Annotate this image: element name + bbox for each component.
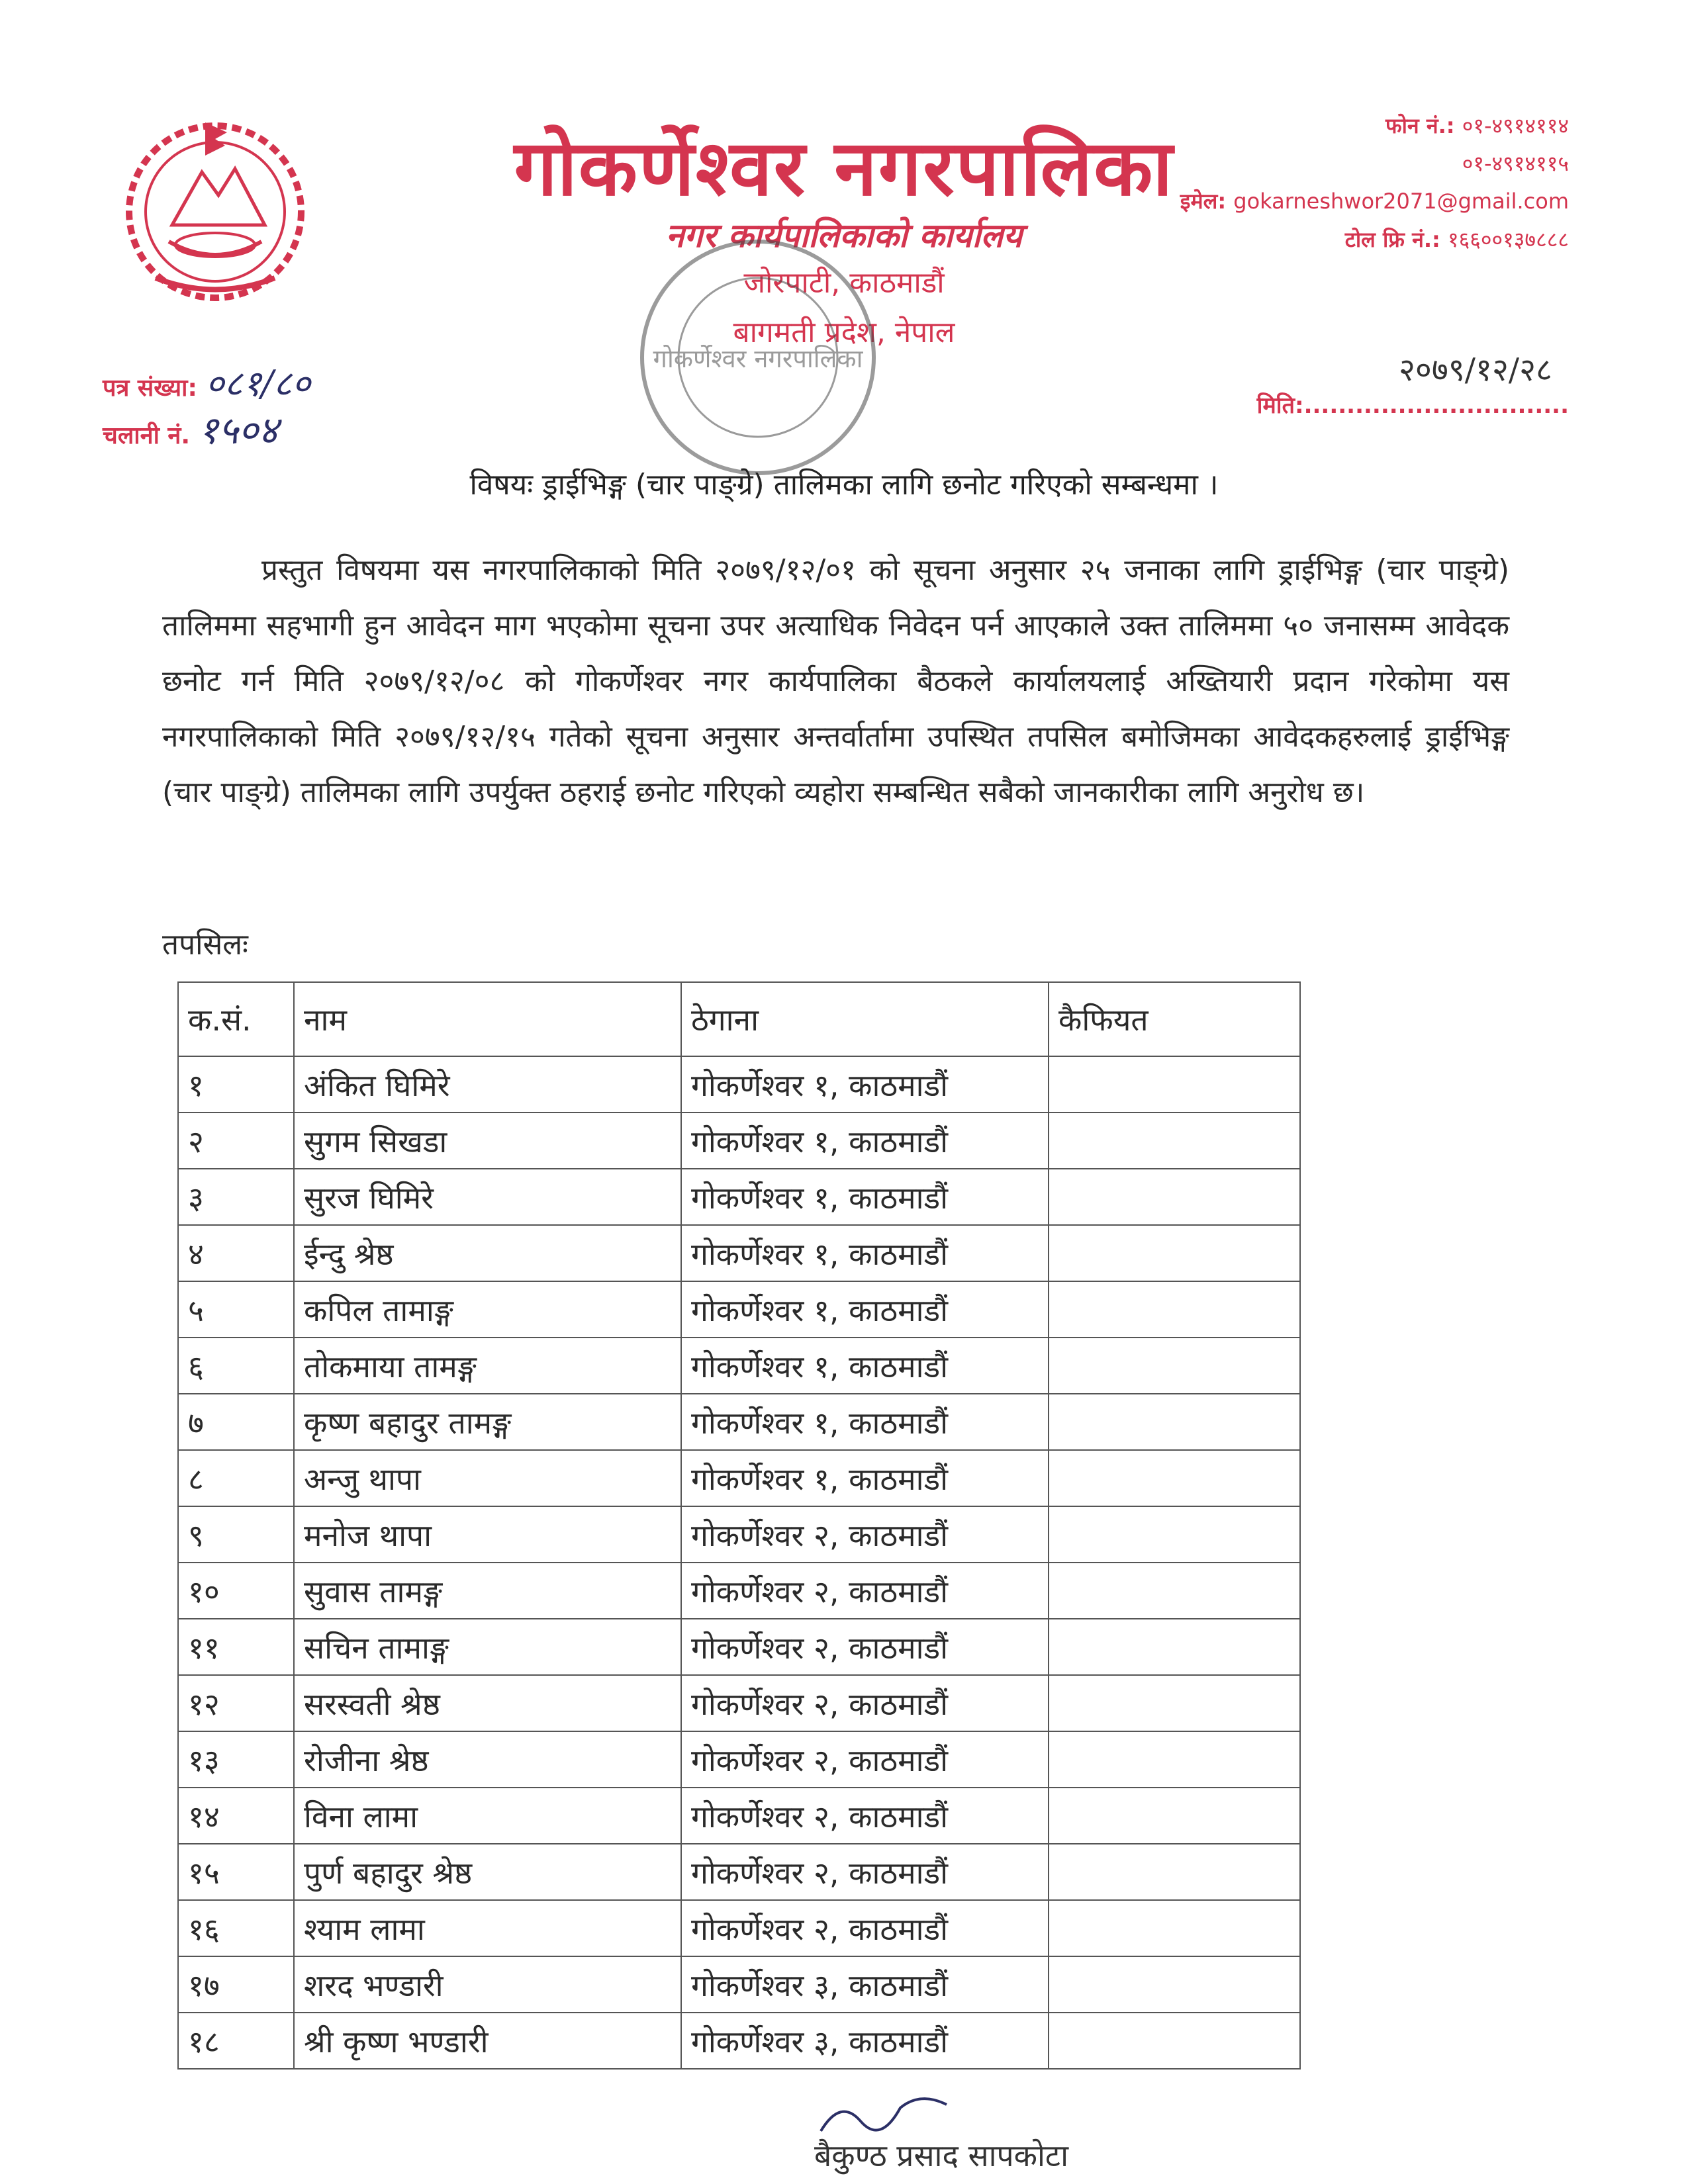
table-row (178, 1619, 1300, 1675)
cell-name: रोजीना श्रेष्ठ (294, 1731, 681, 1788)
stamp-text: गोकर्णेश्वर नगरपालिका (653, 344, 863, 373)
cell-address: गोकर्णेश्वर १, काठमाडौं (681, 1394, 1049, 1450)
contact-email: इमेल: gokarneshwor2071@gmail.com (1180, 189, 1569, 214)
cell-remarks (1049, 1338, 1300, 1394)
cell-address: गोकर्णेश्वर १, काठमाडौं (681, 1281, 1049, 1338)
cell-remarks (1049, 1619, 1300, 1675)
cell-serial: ८ (178, 1450, 294, 1506)
cell-remarks (1049, 1675, 1300, 1731)
table-row (178, 1281, 1300, 1338)
cell-address: गोकर्णेश्वर २, काठमाडौं (681, 1788, 1049, 1844)
cell-serial: १६ (178, 1900, 294, 1956)
cell-remarks (1049, 1900, 1300, 1956)
cell-name: मनोज थापा (294, 1506, 681, 1563)
cell-serial: १७ (178, 1956, 294, 2013)
cell-address: गोकर्णेश्वर १, काठमाडौं (681, 1113, 1049, 1169)
table-row (178, 1225, 1300, 1281)
cell-address: गोकर्णेश्वर २, काठमाडौं (681, 1563, 1049, 1619)
cell-remarks (1049, 1450, 1300, 1506)
cell-serial: १० (178, 1563, 294, 1619)
cell-name: सुवास तामङ्ग (294, 1563, 681, 1619)
table-row (178, 1169, 1300, 1225)
address-line-1: जोरपाटी, काठमाडौं (743, 266, 945, 300)
cell-serial: ६ (178, 1338, 294, 1394)
cell-address: गोकर्णेश्वर ३, काठमाडौं (681, 2013, 1049, 2069)
table-row (178, 1338, 1300, 1394)
cell-remarks (1049, 1788, 1300, 1844)
cell-remarks (1049, 1169, 1300, 1225)
contact-toll-free: टोल फ्रि नं.: १६६००१३७८८८ (1344, 227, 1569, 252)
table-row (178, 1956, 1300, 2013)
col-address: ठेगाना (681, 982, 1049, 1056)
table-header-row (178, 982, 1300, 1056)
table-row (178, 1450, 1300, 1506)
signatory-name: बैकुण्ठ प्रसाद सापकोटा (814, 2138, 1068, 2173)
cell-serial: १ (178, 1056, 294, 1113)
cell-remarks (1049, 1731, 1300, 1788)
cell-address: गोकर्णेश्वर २, काठमाडौं (681, 1619, 1049, 1675)
table-row (178, 1900, 1300, 1956)
table-row (178, 1731, 1300, 1788)
cell-serial: ११ (178, 1619, 294, 1675)
org-name: गोकर्णेश्वर नगरपालिका (514, 124, 1174, 213)
cell-name: पुर्ण बहादुर श्रेष्ठ (294, 1844, 681, 1900)
cell-serial: १८ (178, 2013, 294, 2069)
cell-serial: १३ (178, 1731, 294, 1788)
cell-remarks (1049, 1506, 1300, 1563)
office-name: नगर कार्यपालिकाको कार्यालय (665, 216, 1023, 255)
cell-name: अन्जु थापा (294, 1450, 681, 1506)
table-row (178, 1506, 1300, 1563)
cell-remarks (1049, 1394, 1300, 1450)
table-row (178, 1675, 1300, 1731)
cell-name: कृष्ण बहादुर तामङ्ग (294, 1394, 681, 1450)
cell-serial: १४ (178, 1788, 294, 1844)
cell-remarks (1049, 1113, 1300, 1169)
letter-date: २०७९/१२/२८ (1398, 351, 1552, 388)
cell-name: अंकित घिमिरे (294, 1056, 681, 1113)
cell-address: गोकर्णेश्वर २, काठमाडौं (681, 1731, 1049, 1788)
cell-address: गोकर्णेश्वर १, काठमाडौं (681, 1338, 1049, 1394)
cell-name: सुगम सिखडा (294, 1113, 681, 1169)
tapasil-label: तपसिलः (162, 928, 248, 962)
table-row (178, 1788, 1300, 1844)
col-name: नाम (294, 982, 681, 1056)
cell-remarks (1049, 1563, 1300, 1619)
cell-serial: १२ (178, 1675, 294, 1731)
cell-serial: ३ (178, 1169, 294, 1225)
cell-address: गोकर्णेश्वर २, काठमाडौं (681, 1506, 1049, 1563)
cell-address: गोकर्णेश्वर २, काठमाडौं (681, 1900, 1049, 1956)
cell-address: गोकर्णेश्वर २, काठमाडौं (681, 1675, 1049, 1731)
col-serial: क.सं. (178, 982, 294, 1056)
cell-remarks (1049, 1056, 1300, 1113)
cell-name: श्याम लामा (294, 1900, 681, 1956)
cell-name: श्री कृष्ण भण्डारी (294, 2013, 681, 2069)
address-line-2: बागमती प्रदेश, नेपाल (733, 316, 955, 349)
cell-serial: ४ (178, 1225, 294, 1281)
selected-applicants-table (177, 981, 1301, 2070)
cell-name: सचिन तामाङ्ग (294, 1619, 681, 1675)
cell-name: तोकमाया तामङ्ग (294, 1338, 681, 1394)
subject-line: विषयः ड्राईभिङ्ग (चार पाङ्ग्रे) तालिमका लागि छनोट गरिएको सम्बन्धमा । (469, 468, 1219, 502)
cell-name: शरद भण्डारी (294, 1956, 681, 2013)
cell-remarks (1049, 1956, 1300, 2013)
table-row (178, 1563, 1300, 1619)
table-row (178, 1056, 1300, 1113)
cell-remarks (1049, 1225, 1300, 1281)
cell-remarks (1049, 1281, 1300, 1338)
cell-remarks (1049, 1844, 1300, 1900)
dispatch-number: चलानी नं. १५०४ (103, 408, 279, 453)
cell-name: कपिल तामाङ्ग (294, 1281, 681, 1338)
cell-name: ईन्दु श्रेष्ठ (294, 1225, 681, 1281)
cell-address: गोकर्णेश्वर १, काठमाडौं (681, 1450, 1049, 1506)
cell-name: सरस्वती श्रेष्ठ (294, 1675, 681, 1731)
cell-remarks (1049, 2013, 1300, 2069)
office-seal-icon (629, 235, 887, 480)
table-row (178, 1113, 1300, 1169)
cell-name: विना लामा (294, 1788, 681, 1844)
body-paragraph: प्रस्तुत विषयमा यस नगरपालिकाको मिति २०७९/१२/०१ को सूचना अनुसार २५ जनाका लागि ड्राईभिङ्ग (चार पाङ्ग्रे) तालिममा सहभागी हुन आवेदन माग भएकोमा सूचना उपर अत्याधिक निवेदन पर्न आएकाले उक्त तालिममा ५० जनासम्म आवेदक छनोट गर्न मिति २०७९/१२/०८ को गोकर्णेश्वर नगर कार्यपालिका बैठकले कार्यालयलाई अख्तियारी प्रदान गरेकोमा यस नगरपालिकाको मिति २०७९/१२/१५ गतेको सूचना अनुसार अन्तर्वार्तामा उपस्थित तपसिल बमोजिमका आवेदकहरुलाई ड्राईभिङ्ग (चार पाङ्ग्रे) तालिमका लागि उपर्युक्त ठहराई छनोट गरिएको व्यहोरा सम्बन्धित सबैको जानकारीका लागि अनुरोध छ। (162, 553, 1509, 809)
signature-mark (814, 2085, 960, 2138)
cell-serial: १५ (178, 1844, 294, 1900)
date-label: मिति:............................... (1256, 392, 1569, 419)
contact-phone-1: फोन नं.: ०१-४९१४११४ (1385, 113, 1569, 138)
cell-address: गोकर्णेश्वर २, काठमाडौं (681, 1844, 1049, 1900)
cell-name: सुरज घिमिरे (294, 1169, 681, 1225)
table-row (178, 1844, 1300, 1900)
letter-number: पत्र संख्या: ०८१/८० (103, 363, 310, 404)
cell-serial: २ (178, 1113, 294, 1169)
cell-address: गोकर्णेश्वर १, काठमाडौं (681, 1056, 1049, 1113)
col-remarks: कैफियत (1049, 982, 1300, 1056)
cell-serial: ७ (178, 1394, 294, 1450)
cell-serial: ५ (178, 1281, 294, 1338)
contact-phone-2: ०१-४९१४११५ (1462, 151, 1569, 176)
cell-address: गोकर्णेश्वर ३, काठमाडौं (681, 1956, 1049, 2013)
cell-address: गोकर्णेश्वर १, काठमाडौं (681, 1225, 1049, 1281)
table-row (178, 2013, 1300, 2069)
cell-address: गोकर्णेश्वर १, काठमाडौं (681, 1169, 1049, 1225)
cell-serial: ९ (178, 1506, 294, 1563)
table-row (178, 1394, 1300, 1450)
